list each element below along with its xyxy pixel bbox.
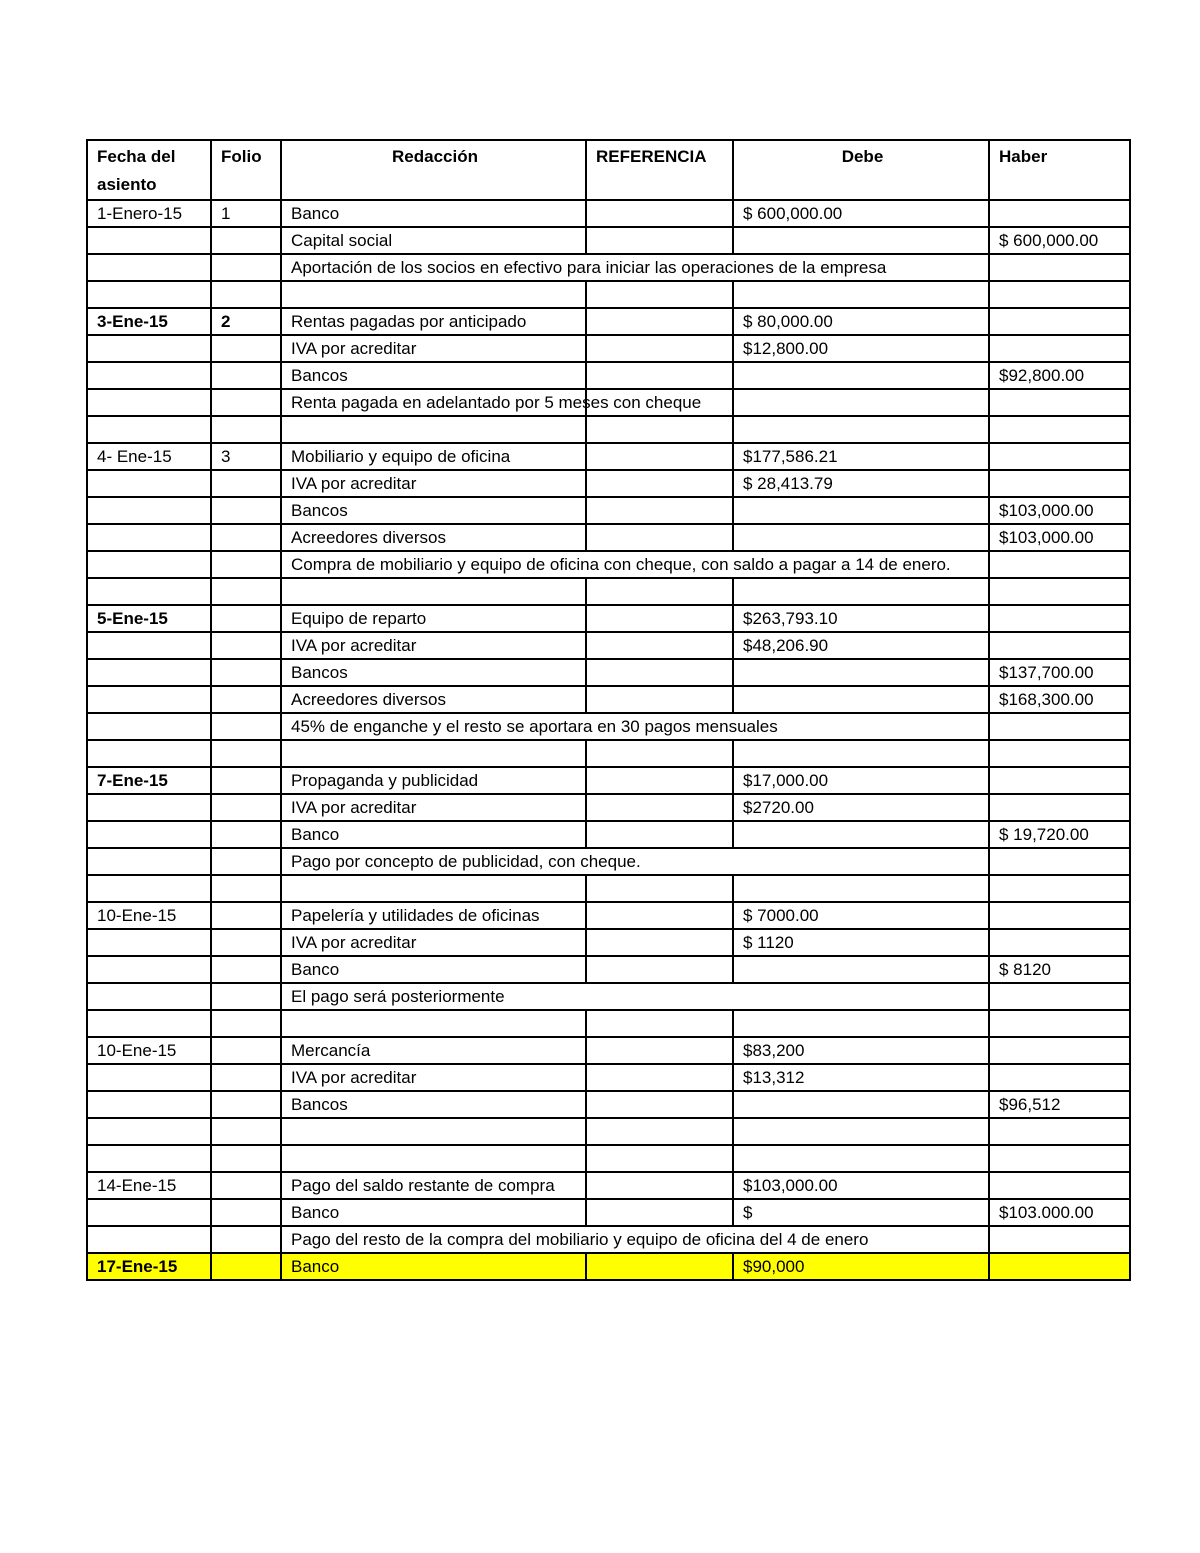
cell-fecha [87, 1064, 211, 1091]
cell-fecha [87, 1118, 211, 1145]
cell-referencia [586, 821, 733, 848]
cell-fecha: 10-Ene-15 [87, 1037, 211, 1064]
cell-folio [211, 1010, 281, 1037]
cell-folio [211, 740, 281, 767]
table-row [87, 929, 1130, 956]
header-referencia: REFERENCIA [586, 140, 733, 200]
cell-fecha: 4- Ene-15 [87, 443, 211, 470]
cell-folio: 2 [211, 308, 281, 335]
cell-referencia [586, 956, 733, 983]
cell-debe: $17,000.00 [733, 767, 989, 794]
cell-debe [733, 821, 989, 848]
cell-referencia [586, 1172, 733, 1199]
cell-debe: $48,206.90 [733, 632, 989, 659]
cell-redaccion: Banco [281, 956, 586, 983]
cell-haber [989, 1118, 1130, 1145]
cell-folio [211, 524, 281, 551]
cell-fecha [87, 362, 211, 389]
cell-haber [989, 470, 1130, 497]
cell-redaccion: Bancos [281, 659, 586, 686]
cell-referencia [586, 1064, 733, 1091]
cell-description: Aportación de los socios en efectivo para iniciar las operaciones de la empresa [281, 254, 989, 281]
cell-redaccion: Banco [281, 1253, 586, 1280]
table-row [87, 1091, 1130, 1118]
cell-referencia [586, 1199, 733, 1226]
cell-referencia [586, 902, 733, 929]
cell-fecha [87, 470, 211, 497]
cell-fecha [87, 1010, 211, 1037]
cell-redaccion: Pago del saldo restante de compra [281, 1172, 586, 1199]
cell-fecha: 5-Ene-15 [87, 605, 211, 632]
cell-redaccion [281, 1145, 586, 1172]
cell-folio [211, 254, 281, 281]
cell-redaccion: IVA por acreditar [281, 1064, 586, 1091]
cell-debe [733, 497, 989, 524]
cell-redaccion: Rentas pagadas por anticipado [281, 308, 586, 335]
cell-redaccion [281, 1010, 586, 1037]
cell-folio [211, 1199, 281, 1226]
cell-folio [211, 470, 281, 497]
cell-referencia [586, 1010, 733, 1037]
cell-fecha [87, 686, 211, 713]
cell-redaccion: Capital social [281, 227, 586, 254]
cell-haber [989, 848, 1130, 875]
cell-referencia [586, 1253, 733, 1280]
cell-debe: $177,586.21 [733, 443, 989, 470]
table-row [87, 335, 1130, 362]
cell-redaccion [281, 281, 586, 308]
cell-referencia [586, 740, 733, 767]
table-row [87, 200, 1130, 227]
table-row [87, 1253, 1130, 1280]
table-row [87, 902, 1130, 929]
cell-fecha [87, 659, 211, 686]
cell-debe [733, 389, 989, 416]
cell-fecha [87, 227, 211, 254]
cell-folio [211, 605, 281, 632]
cell-redaccion: Papelería y utilidades de oficinas [281, 902, 586, 929]
table-row [87, 362, 1130, 389]
cell-description: Compra de mobiliario y equipo de oficina con cheque, con saldo a pagar a 14 de enero. [281, 551, 989, 578]
cell-referencia [586, 443, 733, 470]
cell-redaccion [281, 1118, 586, 1145]
cell-folio [211, 1172, 281, 1199]
table-row [87, 1064, 1130, 1091]
cell-haber [989, 794, 1130, 821]
cell-redaccion: Acreedores diversos [281, 524, 586, 551]
cell-haber: $96,512 [989, 1091, 1130, 1118]
cell-debe: $ 80,000.00 [733, 308, 989, 335]
cell-redaccion: Bancos [281, 497, 586, 524]
cell-haber [989, 1226, 1130, 1253]
cell-referencia [586, 1091, 733, 1118]
cell-fecha [87, 551, 211, 578]
cell-folio [211, 902, 281, 929]
table-row [87, 1037, 1130, 1064]
cell-fecha [87, 1199, 211, 1226]
cell-haber [989, 1145, 1130, 1172]
cell-fecha: 1-Enero-15 [87, 200, 211, 227]
table-row [87, 767, 1130, 794]
cell-debe [733, 227, 989, 254]
cell-referencia [586, 1037, 733, 1064]
cell-haber [989, 1064, 1130, 1091]
cell-fecha [87, 929, 211, 956]
header-haber: Haber [989, 140, 1130, 200]
cell-haber [989, 605, 1130, 632]
cell-fecha [87, 713, 211, 740]
table-row [87, 443, 1130, 470]
cell-haber [989, 389, 1130, 416]
table-row [87, 254, 1130, 281]
cell-debe: $ 1120 [733, 929, 989, 956]
cell-haber: $103,000.00 [989, 524, 1130, 551]
cell-description: Pago del resto de la compra del mobiliario y equipo de oficina del 4 de enero [281, 1226, 989, 1253]
cell-debe: $ [733, 1199, 989, 1226]
table-row [87, 794, 1130, 821]
cell-description: 45% de enganche y el resto se aportara en 30 pagos mensuales [281, 713, 989, 740]
cell-fecha [87, 956, 211, 983]
cell-debe: $ 600,000.00 [733, 200, 989, 227]
cell-redaccion [281, 416, 586, 443]
cell-referencia [586, 794, 733, 821]
table-row [87, 821, 1130, 848]
cell-debe [733, 524, 989, 551]
table-row [87, 983, 1130, 1010]
cell-haber [989, 1253, 1130, 1280]
table-row [87, 659, 1130, 686]
cell-haber [989, 875, 1130, 902]
cell-referencia [586, 605, 733, 632]
cell-folio [211, 794, 281, 821]
table-row [87, 416, 1130, 443]
cell-haber [989, 902, 1130, 929]
cell-fecha [87, 740, 211, 767]
cell-fecha [87, 389, 211, 416]
cell-folio [211, 1226, 281, 1253]
cell-haber [989, 281, 1130, 308]
cell-redaccion: Banco [281, 200, 586, 227]
table-row [87, 956, 1130, 983]
cell-fecha [87, 524, 211, 551]
cell-debe: $12,800.00 [733, 335, 989, 362]
cell-fecha: 7-Ene-15 [87, 767, 211, 794]
cell-referencia [586, 929, 733, 956]
cell-referencia [586, 497, 733, 524]
cell-redaccion: IVA por acreditar [281, 794, 586, 821]
cell-fecha [87, 1145, 211, 1172]
header-redaccion: Redacción [281, 140, 586, 200]
cell-folio: 3 [211, 443, 281, 470]
cell-referencia [586, 767, 733, 794]
cell-haber [989, 1172, 1130, 1199]
cell-referencia [586, 308, 733, 335]
cell-folio [211, 227, 281, 254]
cell-debe: $2720.00 [733, 794, 989, 821]
cell-haber [989, 1037, 1130, 1064]
cell-referencia [586, 416, 733, 443]
cell-referencia [586, 578, 733, 605]
cell-referencia [586, 632, 733, 659]
table-row [87, 632, 1130, 659]
cell-haber [989, 929, 1130, 956]
cell-folio [211, 1064, 281, 1091]
cell-redaccion [281, 875, 586, 902]
table-row [87, 713, 1130, 740]
cell-referencia [586, 470, 733, 497]
cell-fecha: 10-Ene-15 [87, 902, 211, 929]
cell-fecha [87, 848, 211, 875]
cell-folio [211, 497, 281, 524]
cell-fecha [87, 335, 211, 362]
cell-debe [733, 875, 989, 902]
cell-folio [211, 416, 281, 443]
cell-haber: $ 19,720.00 [989, 821, 1130, 848]
cell-debe [733, 578, 989, 605]
cell-debe [733, 281, 989, 308]
cell-folio [211, 281, 281, 308]
table-row [87, 389, 1130, 416]
cell-haber [989, 740, 1130, 767]
cell-haber [989, 551, 1130, 578]
cell-fecha [87, 497, 211, 524]
cell-folio [211, 929, 281, 956]
cell-folio [211, 362, 281, 389]
cell-fecha: 17-Ene-15 [87, 1253, 211, 1280]
cell-debe [733, 1091, 989, 1118]
cell-debe: $103,000.00 [733, 1172, 989, 1199]
cell-fecha [87, 983, 211, 1010]
cell-haber: $103.000.00 [989, 1199, 1130, 1226]
cell-haber: $137,700.00 [989, 659, 1130, 686]
cell-referencia [586, 335, 733, 362]
cell-folio [211, 659, 281, 686]
table-row [87, 1226, 1130, 1253]
cell-redaccion: Acreedores diversos [281, 686, 586, 713]
cell-fecha [87, 794, 211, 821]
cell-folio [211, 1118, 281, 1145]
table-row [87, 578, 1130, 605]
cell-fecha [87, 416, 211, 443]
cell-referencia [586, 200, 733, 227]
cell-fecha [87, 254, 211, 281]
cell-fecha: 14-Ene-15 [87, 1172, 211, 1199]
cell-referencia [586, 281, 733, 308]
cell-folio [211, 1145, 281, 1172]
table-row [87, 470, 1130, 497]
cell-fecha [87, 281, 211, 308]
table-row [87, 281, 1130, 308]
cell-fecha [87, 1226, 211, 1253]
cell-redaccion: Bancos [281, 362, 586, 389]
cell-debe: $83,200 [733, 1037, 989, 1064]
cell-redaccion: IVA por acreditar [281, 929, 586, 956]
cell-haber [989, 200, 1130, 227]
cell-redaccion: Renta pagada en adelantado por 5 meses con cheque [281, 389, 586, 416]
journal-entries-table [86, 139, 1131, 1281]
table-row [87, 1199, 1130, 1226]
cell-debe: $90,000 [733, 1253, 989, 1280]
cell-folio [211, 335, 281, 362]
cell-haber [989, 767, 1130, 794]
cell-redaccion: Equipo de reparto [281, 605, 586, 632]
cell-referencia [586, 686, 733, 713]
cell-haber [989, 254, 1130, 281]
cell-redaccion: Banco [281, 821, 586, 848]
cell-debe [733, 1118, 989, 1145]
cell-debe: $263,793.10 [733, 605, 989, 632]
table-row [87, 848, 1130, 875]
cell-folio [211, 551, 281, 578]
cell-redaccion [281, 740, 586, 767]
cell-debe [733, 416, 989, 443]
table-row [87, 1172, 1130, 1199]
cell-folio [211, 821, 281, 848]
cell-folio [211, 632, 281, 659]
table-row [87, 740, 1130, 767]
cell-haber [989, 335, 1130, 362]
cell-haber [989, 632, 1130, 659]
cell-description: Pago por concepto de publicidad, con cheque. [281, 848, 989, 875]
cell-fecha [87, 875, 211, 902]
cell-haber: $92,800.00 [989, 362, 1130, 389]
cell-haber [989, 308, 1130, 335]
cell-redaccion: IVA por acreditar [281, 632, 586, 659]
cell-referencia [586, 875, 733, 902]
cell-referencia [586, 659, 733, 686]
cell-debe: $13,312 [733, 1064, 989, 1091]
cell-fecha [87, 632, 211, 659]
table-row [87, 605, 1130, 632]
cell-redaccion: Bancos [281, 1091, 586, 1118]
cell-haber: $168,300.00 [989, 686, 1130, 713]
cell-haber [989, 416, 1130, 443]
cell-folio [211, 983, 281, 1010]
cell-debe [733, 956, 989, 983]
cell-referencia [586, 1145, 733, 1172]
cell-haber [989, 983, 1130, 1010]
cell-referencia [586, 524, 733, 551]
cell-debe: $ 7000.00 [733, 902, 989, 929]
cell-folio [211, 389, 281, 416]
cell-redaccion [281, 578, 586, 605]
cell-folio [211, 1091, 281, 1118]
cell-fecha [87, 578, 211, 605]
cell-haber [989, 713, 1130, 740]
cell-redaccion: Mercancía [281, 1037, 586, 1064]
table-row [87, 1010, 1130, 1037]
cell-description: El pago será posteriormente [281, 983, 989, 1010]
cell-haber: $ 8120 [989, 956, 1130, 983]
journal-body [87, 200, 1130, 1280]
table-row [87, 686, 1130, 713]
cell-referencia [586, 227, 733, 254]
cell-debe [733, 1145, 989, 1172]
cell-folio [211, 713, 281, 740]
cell-redaccion: Propaganda y publicidad [281, 767, 586, 794]
cell-folio: 1 [211, 200, 281, 227]
table-row [87, 227, 1130, 254]
cell-folio [211, 848, 281, 875]
cell-folio [211, 956, 281, 983]
table-row [87, 1145, 1130, 1172]
cell-folio [211, 875, 281, 902]
header-row [87, 140, 1130, 200]
cell-referencia [586, 1118, 733, 1145]
cell-debe: $ 28,413.79 [733, 470, 989, 497]
cell-folio [211, 686, 281, 713]
cell-redaccion: Mobiliario y equipo de oficina [281, 443, 586, 470]
cell-debe [733, 686, 989, 713]
table-row [87, 497, 1130, 524]
table-row [87, 308, 1130, 335]
cell-haber [989, 1010, 1130, 1037]
cell-debe [733, 362, 989, 389]
cell-fecha [87, 821, 211, 848]
table-row [87, 1118, 1130, 1145]
cell-debe [733, 1010, 989, 1037]
cell-debe [733, 659, 989, 686]
header-fecha: Fecha del asiento [87, 140, 211, 200]
cell-folio [211, 1253, 281, 1280]
header-folio: Folio [211, 140, 281, 200]
cell-haber: $103,000.00 [989, 497, 1130, 524]
table-row [87, 524, 1130, 551]
cell-referencia [586, 362, 733, 389]
cell-redaccion: IVA por acreditar [281, 470, 586, 497]
cell-debe [733, 740, 989, 767]
cell-haber [989, 578, 1130, 605]
table-row [87, 875, 1130, 902]
header-debe: Debe [733, 140, 989, 200]
cell-fecha [87, 1091, 211, 1118]
cell-fecha: 3-Ene-15 [87, 308, 211, 335]
cell-folio [211, 767, 281, 794]
cell-folio [211, 578, 281, 605]
table-row [87, 551, 1130, 578]
cell-redaccion: IVA por acreditar [281, 335, 586, 362]
cell-haber [989, 443, 1130, 470]
cell-haber: $ 600,000.00 [989, 227, 1130, 254]
cell-redaccion: Banco [281, 1199, 586, 1226]
cell-folio [211, 1037, 281, 1064]
